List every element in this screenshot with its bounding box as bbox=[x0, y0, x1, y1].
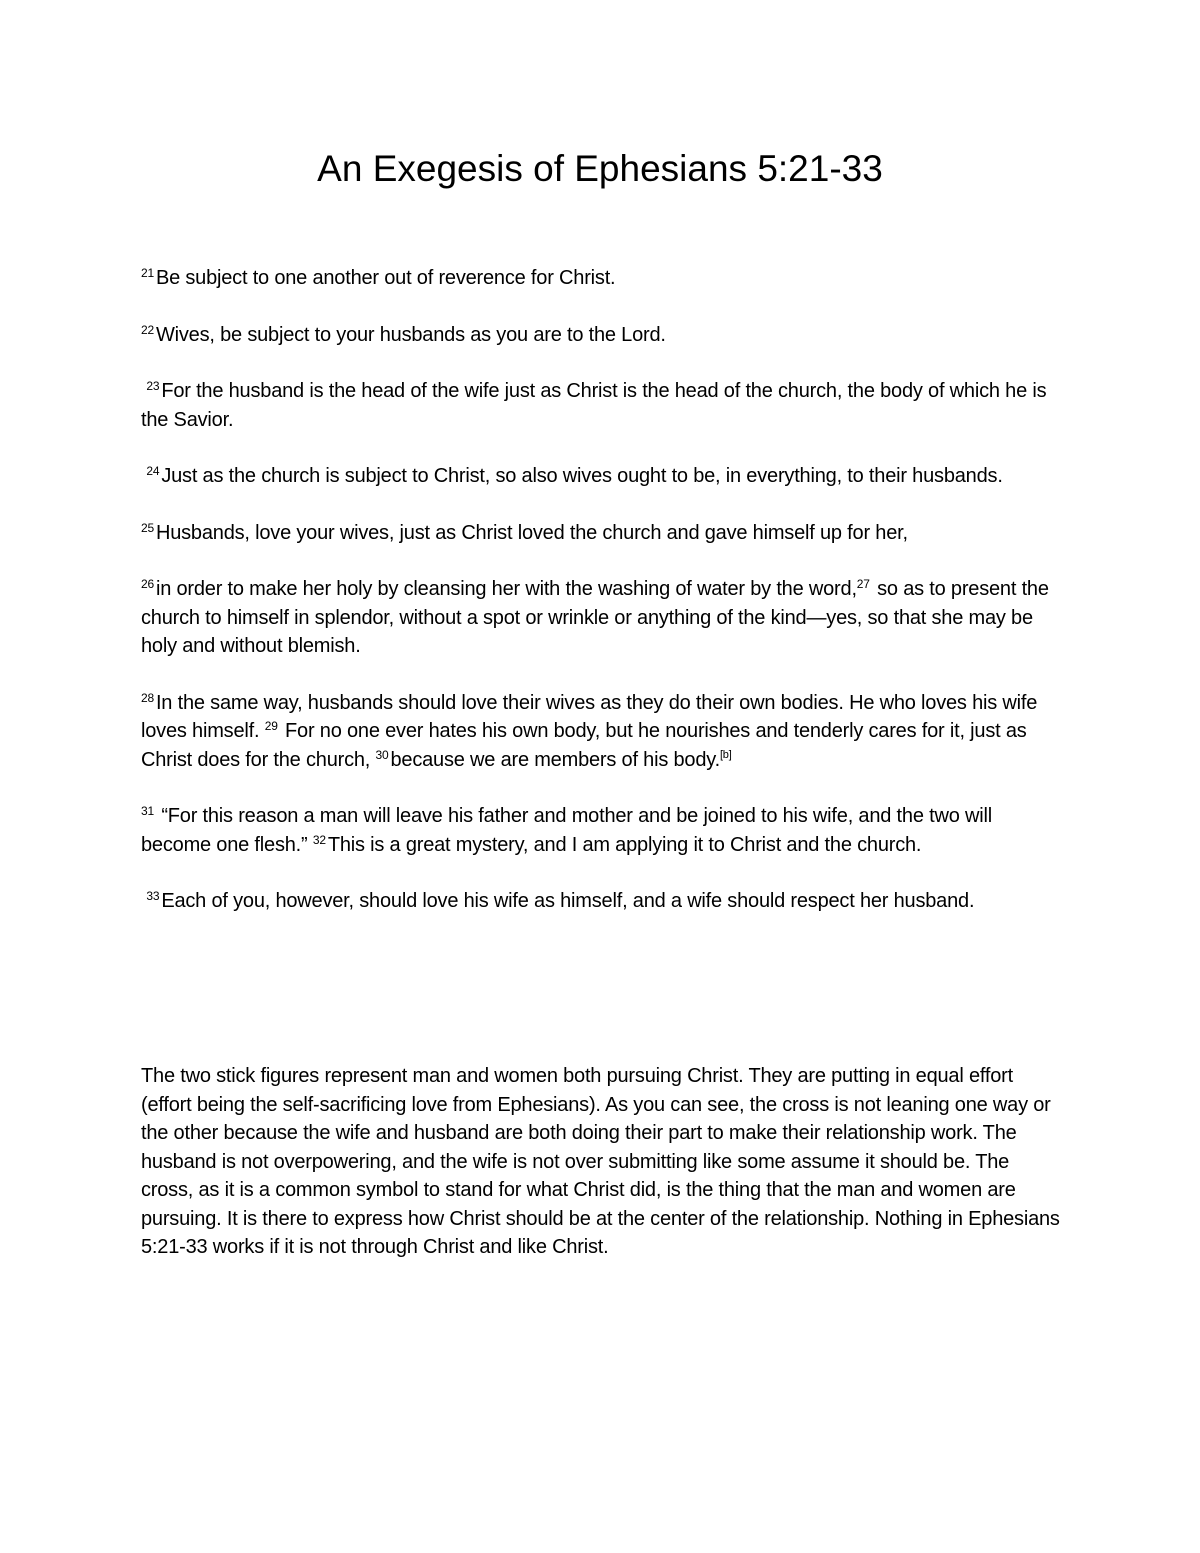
verse-text: Each of you, however, should love his wife as himself, and a wife should respect her husband. bbox=[161, 890, 975, 912]
verse-text: so as to present the church to himself in splendor, without a spot or wrinkle or anything of the kind—yes, so that she may be holy and without blemish. bbox=[141, 578, 1049, 657]
verse-text: because we are members of his body. bbox=[390, 748, 720, 771]
verse-number: 32 bbox=[312, 832, 326, 847]
verse-text: This is a great mystery, and I am applying it to Christ and the church. bbox=[327, 833, 922, 856]
footnote-marker: [b] bbox=[719, 748, 732, 761]
verse-number: 30 bbox=[375, 747, 389, 762]
scripture-passage bbox=[141, 264, 1066, 944]
verse-25 bbox=[141, 519, 1066, 548]
verse-text: Husbands, love your wives, just as Christ loved the church and gave himself up for her, bbox=[155, 521, 908, 544]
verse-number: 29 bbox=[264, 719, 278, 733]
explanation-paragraph: The two stick figures represent man and women both pursuing Christ. They are putting in equal effort (effort being the self-sacrificing love from Ephesians). As you can see, the cross is not leaning one way or the other because the wife and husband are both doing their part to make their relationship work. The husband is not overpowering, and the wife is not over submitting like some assume it should be. The cross, as it is a common symbol to stand for what Christ did, is the thing that the man and women are pursuing. It is there to express how Christ should be at the center of the relationship. Nothing in Ephesians 5:21-33 works if it is not through Christ and like Christ. bbox=[141, 1065, 1060, 1258]
verse-text: For no one ever hates his own body, but he nourishes and tenderly cares for it, just as Christ does for the church, bbox=[141, 720, 1027, 771]
verse-23 bbox=[141, 377, 1066, 434]
verse-text: In the same way, husbands should love their wives as they do their own bodies. He who loves his wife loves himself. bbox=[141, 691, 1038, 742]
verse-number: 26 bbox=[141, 577, 154, 591]
verse-number: 21 bbox=[141, 266, 154, 280]
verse-text: in order to make her holy by cleansing her with the washing of water by the word, bbox=[155, 578, 857, 600]
verse-33 bbox=[141, 887, 1066, 916]
verse-number: 33 bbox=[146, 889, 160, 903]
page-title: An Exegesis of Ephesians 5:21-33 bbox=[317, 148, 883, 189]
verse-text: Wives, be subject to your husbands as you are to the Lord. bbox=[155, 323, 666, 346]
verse-number: 24 bbox=[146, 464, 160, 478]
verse-number: 22 bbox=[141, 322, 154, 337]
verse-text: For the husband is the head of the wife just as Christ is the head of the church, the body of which he is the Savior. bbox=[141, 380, 1047, 431]
verse-text: Be subject to one another out of reverence for Christ. bbox=[155, 267, 616, 289]
verse-number: 27 bbox=[856, 577, 870, 591]
verse-number: 31 bbox=[141, 804, 154, 818]
verse-number: 25 bbox=[141, 520, 154, 535]
verse-number: 28 bbox=[141, 690, 154, 705]
verse-28-30 bbox=[141, 689, 1066, 775]
verse-21 bbox=[141, 264, 1066, 293]
verse-31-32 bbox=[141, 802, 1066, 859]
verse-number: 23 bbox=[146, 379, 160, 393]
verse-22 bbox=[141, 321, 1066, 350]
verse-text: Just as the church is subject to Christ, so also wives ought to be, in everything, to their husbands. bbox=[161, 465, 1003, 487]
verse-24 bbox=[141, 462, 1066, 491]
verse-text: “For this reason a man will leave his father and mother and be joined to his wife, and the two will become one flesh.” bbox=[141, 805, 992, 856]
verse-26-27 bbox=[141, 575, 1066, 661]
